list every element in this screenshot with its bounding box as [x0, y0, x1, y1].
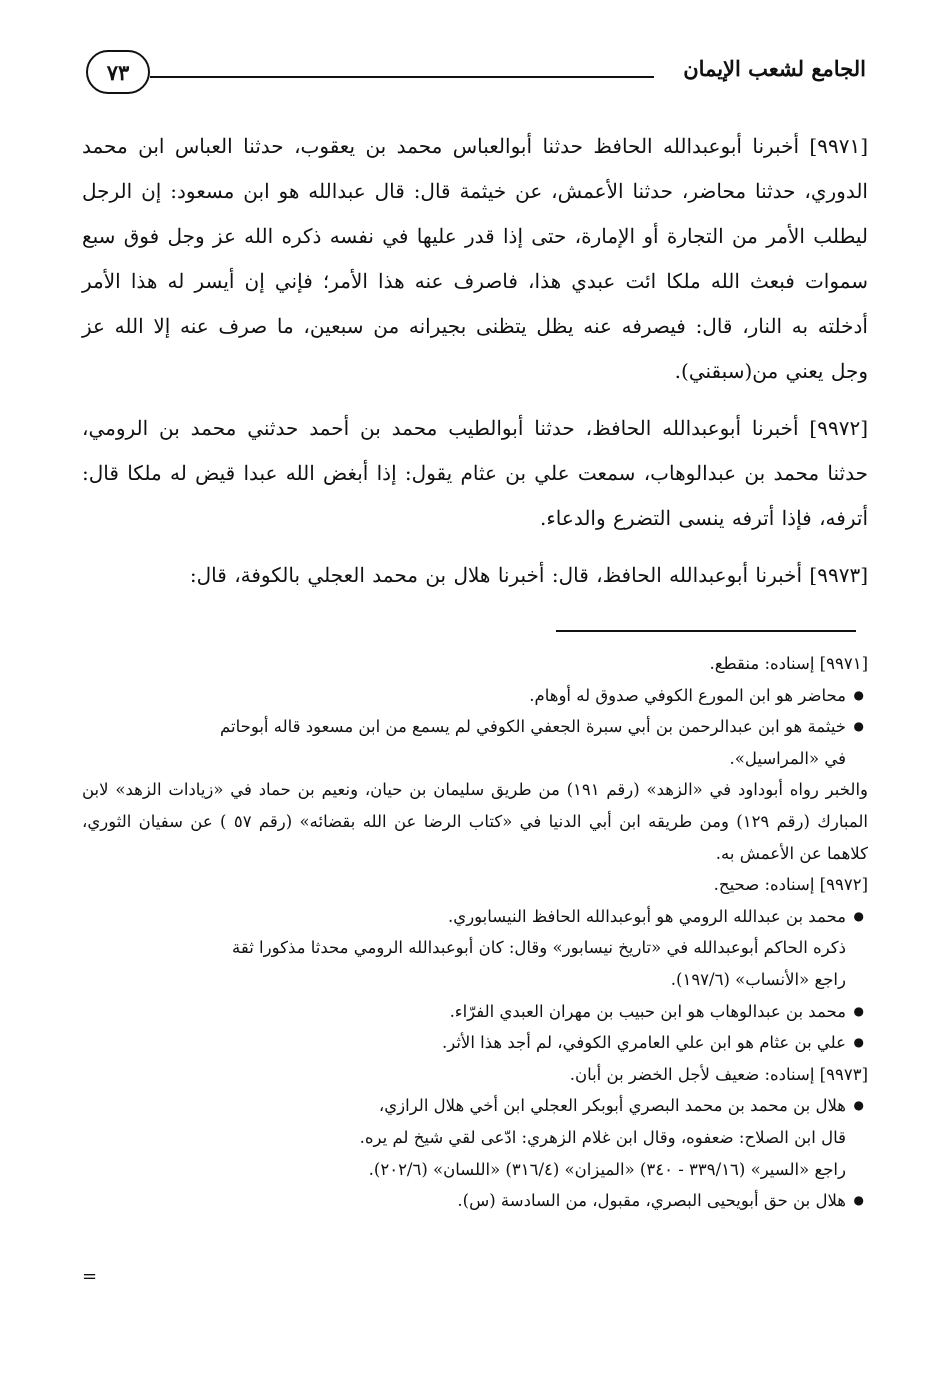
continuation-mark: =: [82, 1266, 98, 1287]
footnote-9972-bullet-1: ● محمد بن عبدالله الرومي هو أبوعبدالله الحافظ النيسابوري.: [82, 901, 868, 933]
footnote-9972-bullet-2: ● محمد بن عبدالوهاب هو ابن حبيب بن مهران العبدي الفرّاء.: [82, 996, 868, 1028]
footnote-9971-text: والخبر رواه أبوداود في «الزهد» (رقم ١٩١) من طريق سليمان بن حيان، ونعيم بن حماد في «زيادات الزهد» لابن المبارك (رقم ١٢٩) ومن طريقه ابن أبي الدنيا في «كتاب الرضا عن الله بقضائه» (رقم ٥٧ ) عن سفيان الثوري، كلاهما عن الأعمش به.: [82, 780, 868, 863]
main-text: [82, 124, 868, 598]
footnote-9971-head: [٩٩٧١] إسناده: منقطع.: [709, 654, 868, 673]
hadith-9973: [٩٩٧٣] أخبرنا أبوعبدالله الحافظ، قال: أخبرنا هلال بن محمد العجلي بالكوفة، قال:: [189, 563, 868, 587]
footnote-separator: [556, 630, 856, 632]
footnotes: [82, 648, 868, 1217]
footnote-9973-cont-1: قال ابن الصلاح: ضعفوه، وقال ابن غلام الزهري: ادّعى لقي شيخ لم يره.: [359, 1127, 846, 1147]
footnote-9971-bullet-1: ● محاضر هو ابن المورع الكوفي صدوق له أوهام.: [82, 680, 868, 712]
header-rule: [150, 76, 654, 78]
page-number: ٧٣: [86, 50, 150, 94]
hadith-9972: [٩٩٧٢] أخبرنا أبوعبدالله الحافظ، حدثنا أبوالطيب محمد بن أحمد حدثني محمد بن الرومي، حدثنا محمد بن عبدالوهاب، سمعت علي بن عثام يقول: إذا أبغض الله عبدا قيض له ملكا قال: أترفه، فإذا أترفه ينسى التضرع والدعاء.: [82, 416, 868, 530]
footnote-9972-head: [٩٩٧٢] إسناده: صحيح.: [713, 875, 868, 895]
footnote-9971-bullet-2-cont: في «المراسيل».: [729, 748, 846, 768]
footnote-9973-head: [٩٩٧٣] إسناده: ضعيف لأجل الخضر بن أبان.: [569, 1064, 868, 1084]
hadith-9971: [٩٩٧١] أخبرنا أبوعبدالله الحافظ حدثنا أبوالعباس محمد بن يعقوب، حدثنا العباس ابن محمد الدوري، حدثنا محاضر، حدثنا الأعمش، عن خيثمة قال: قال عبدالله هو ابن مسعود: إن الرجل ليطلب الأمر من التجارة أو الإمارة، حتى إذا قدر عليها في نفسه ذكره الله عز وجل فوق سبع سموات فبعث الله ملكا ائت عبدي هذا، فاصرف عنه هذا الأمر؛ فإني إن أيسر له هذا الأمر أدخلته به النار، قال: فيصرفه عنه يظل يتظنى بجيرانه من سبعين، ما صرف عنه إلا الله عز وجل يعني من(سبقني).: [82, 134, 868, 383]
footnote-9972-cont-1: ذكره الحاكم أبوعبدالله في «تاريخ نيسابور» وقال: كان أبوعبدالله الرومي محدثا مذكورا ثقة: [232, 938, 846, 958]
footnote-9973-bullet-1: ● هلال بن محمد بن محمد البصري أبوبكر العجلي ابن أخي هلال الرازي،: [82, 1090, 868, 1122]
footnote-9972-cont-2: راجع «الأنساب» (١٩٧/٦).: [670, 969, 846, 989]
book-title: الجامع لشعب الإيمان: [683, 56, 866, 81]
footnote-9973-cont-2: راجع «السير» (٣٣٩/١٦ - ٣٤٠) «الميزان» (٣١٦/٤) «اللسان» (٢٠٢/٦).: [368, 1159, 846, 1179]
footnote-9972-bullet-3: ● علي بن عثام هو ابن علي العامري الكوفي، لم أجد هذا الأثر.: [82, 1027, 868, 1059]
footnote-9973-bullet-2: ● هلال بن حق أبويحيى البصري، مقبول، من السادسة (س).: [82, 1185, 868, 1217]
page-header: [80, 46, 866, 102]
footnote-9971-bullet-2: ● خيثمة هو ابن عبدالرحمن بن أبي سبرة الجعفي الكوفي لم يسمع من ابن مسعود قاله أبوحاتم: [82, 711, 868, 743]
